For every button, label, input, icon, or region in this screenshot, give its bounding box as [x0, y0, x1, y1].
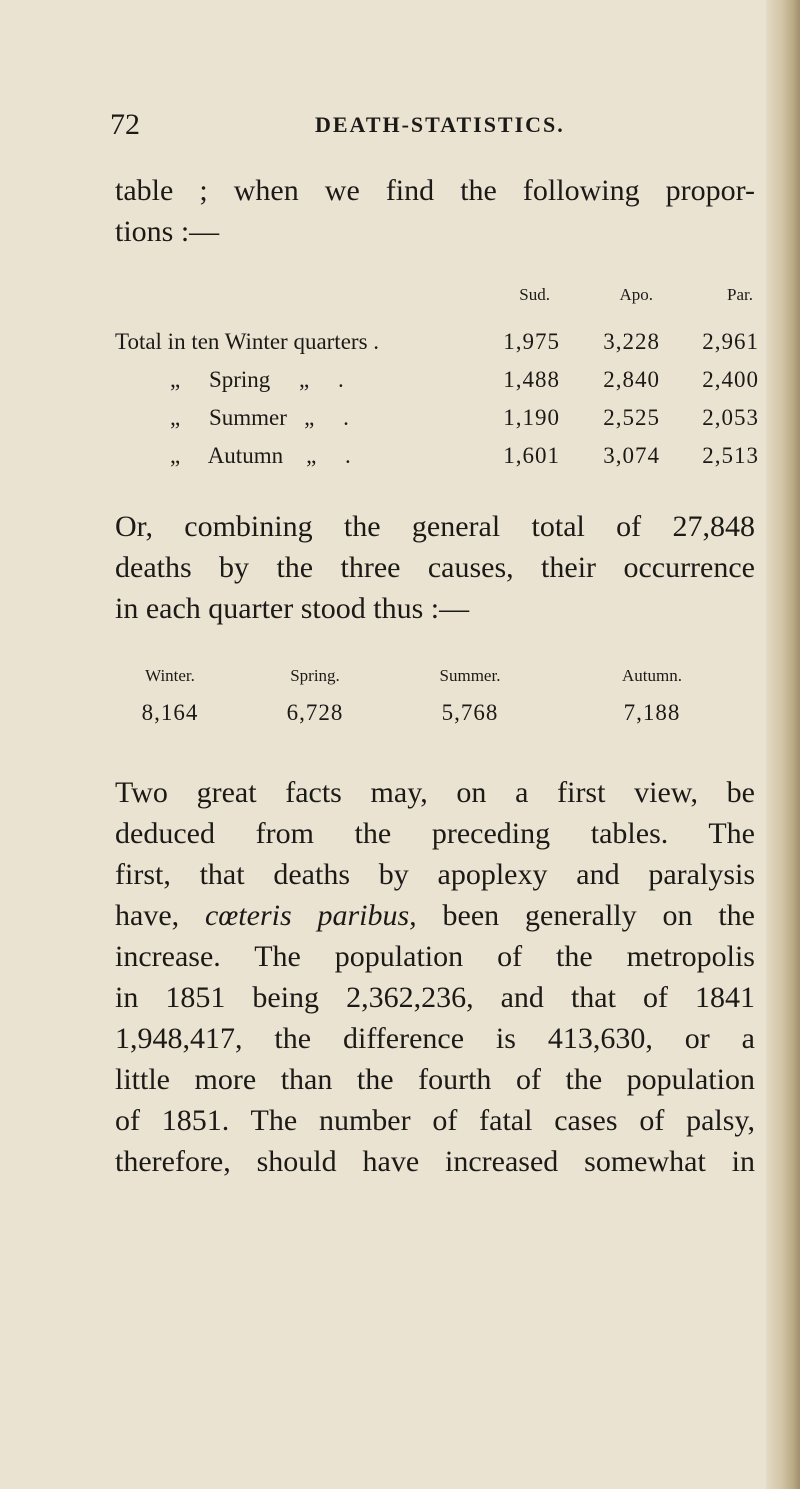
paragraph-line: Or, combining the general total of 27,848 — [115, 510, 755, 543]
paragraph-line: of 1851. The number of fatal cases of palsy, — [115, 1104, 755, 1137]
table-row — [115, 329, 759, 359]
cell-value: 2,513 — [702, 443, 759, 468]
intro-paragraph — [115, 170, 755, 252]
column-header-winter: Winter. — [145, 666, 195, 685]
column-header-apo: Apo. — [619, 285, 653, 304]
column-header-summer: Summer. — [439, 666, 501, 685]
cell-value: 1,190 — [503, 405, 560, 430]
column-header-par: Par. — [727, 285, 753, 304]
row-label: „ Autumn „ . — [170, 443, 351, 468]
table-row — [115, 367, 759, 397]
paragraph-line: little more than the fourth of the population — [115, 1063, 755, 1096]
cell-value: 1,601 — [503, 443, 560, 468]
autumn-value: 7,188 — [623, 700, 681, 725]
cell-value: 2,525 — [603, 405, 660, 430]
intro-line: tions :— — [115, 215, 220, 248]
latin-phrase: cœteris paribus, — [204, 899, 417, 932]
paragraph-line: deaths by the three causes, their occurrence — [115, 551, 755, 584]
page-number: 72 — [110, 108, 140, 141]
winter-value: 8,164 — [141, 700, 199, 725]
paragraph-line: first, that deaths by apoplexy and paralysis — [115, 858, 755, 891]
table-row — [115, 443, 759, 473]
cell-value: 2,400 — [702, 367, 759, 392]
page-edge-shadow — [766, 0, 800, 1489]
paragraph-line: therefore, should have increased somewhat in — [115, 1145, 755, 1178]
text-segment: been generally on the — [416, 899, 755, 932]
page-header — [110, 108, 750, 152]
combined-total-paragraph — [115, 506, 755, 629]
text-segment: have, — [115, 899, 205, 932]
column-header-autumn: Autumn. — [622, 666, 682, 685]
paragraph-line: Two great facts may, on a first view, be — [115, 776, 755, 809]
quarter-totals-table — [115, 666, 755, 736]
column-header-sud: Sud. — [519, 285, 550, 304]
summer-value: 5,768 — [441, 700, 499, 725]
paragraph-line: in 1851 being 2,362,236, and that of 1841 — [115, 981, 755, 1014]
cell-value: 3,074 — [603, 443, 660, 468]
intro-line: table ; when we find the following propor- — [115, 174, 755, 207]
cell-value: 2,961 — [702, 329, 759, 354]
row-label: „ Summer „ . — [170, 405, 349, 430]
paragraph-line: deduced from the preceding tables. The — [115, 817, 755, 850]
seasonal-deaths-table — [115, 285, 759, 505]
cell-value: 1,488 — [503, 367, 560, 392]
row-label: „ Spring „ . — [170, 367, 344, 392]
cell-value: 3,228 — [603, 329, 660, 354]
paragraph-line: in each quarter stood thus :— — [115, 592, 470, 625]
row-label: Total in ten Winter quarters . — [115, 329, 380, 354]
spring-value: 6,728 — [286, 700, 344, 725]
paragraph-line-with-italic — [115, 895, 755, 936]
facts-paragraph — [115, 772, 755, 1182]
column-header-spring: Spring. — [290, 666, 340, 685]
paragraph-line: 1,948,417, the difference is 413,630, or a — [115, 1022, 755, 1055]
table-header-row — [115, 285, 755, 315]
cell-value: 2,053 — [702, 405, 759, 430]
running-head: DEATH-STATISTICS. — [315, 112, 565, 137]
table-row — [115, 405, 759, 435]
cell-value: 1,975 — [503, 329, 560, 354]
cell-value: 2,840 — [603, 367, 660, 392]
paragraph-line: increase. The population of the metropolis — [115, 940, 755, 973]
